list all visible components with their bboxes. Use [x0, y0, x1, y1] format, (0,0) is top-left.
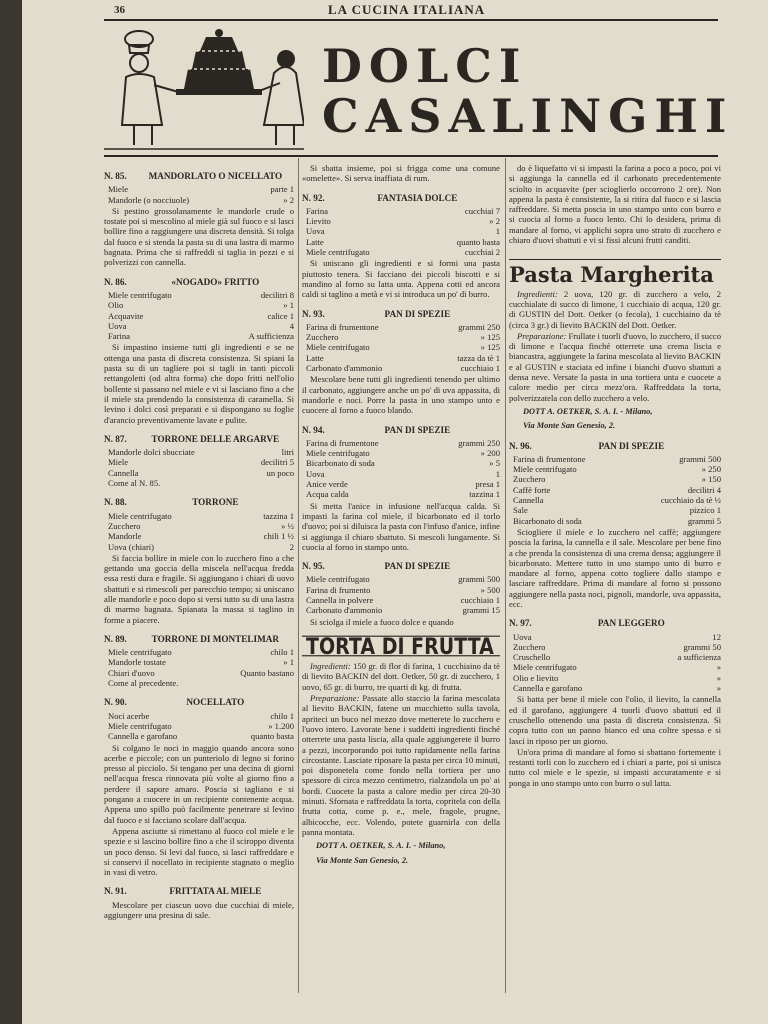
- ingredient-name: Bicarbonato di soda: [306, 458, 375, 469]
- ingredient-quantity: a sufficienza: [677, 652, 721, 663]
- recipe-text: Si sciolga il miele a fuoco dolce e quando: [310, 616, 454, 627]
- ingredient-quantity: tazzina 1: [469, 489, 500, 500]
- ingredient-quantity: » 250: [701, 464, 721, 475]
- ingredient-name: Chiari d'uovo: [108, 667, 155, 678]
- ingredient-quantity: A sufficienza: [248, 331, 294, 342]
- recipe-name: TORRONE DELLE ARGARVE: [151, 433, 280, 444]
- ingredient-quantity: » 2: [283, 194, 294, 205]
- ingredient-name: Cruschello: [513, 652, 551, 663]
- ingredient-quantity: decilitri 8: [260, 289, 294, 300]
- ingredient-name: Miele centrifugato: [306, 448, 370, 459]
- recipe-number: N. 85.: [104, 171, 127, 181]
- ingredient-row: [302, 458, 500, 468]
- ingredient-row: [509, 516, 721, 526]
- margherita-preparation: [509, 331, 721, 403]
- recipe: [104, 697, 294, 877]
- recipe-name: TORRONE: [192, 497, 239, 508]
- recipe-name: MANDORLATO O NICELLATO: [148, 171, 283, 181]
- ingredient-row: [104, 511, 294, 521]
- ingredient-quantity: un poco: [266, 467, 294, 478]
- ingredient-name: Cannella: [513, 495, 544, 506]
- ingredient-name: Olio e lievito: [513, 672, 559, 683]
- ingredient-row: [104, 468, 294, 478]
- ingredient-row: [509, 662, 721, 672]
- ingredient-name: Uova: [513, 631, 532, 642]
- ingredient-name: Farina di frumentone: [513, 453, 586, 464]
- recipe-number: N. 87.: [104, 433, 127, 444]
- ingredient-name: Lievito: [306, 216, 331, 227]
- ingredient-row: [302, 226, 500, 236]
- recipe-heading: [302, 193, 500, 203]
- ingredient-row: [302, 332, 500, 342]
- recipe-text: Sciogliere il miele e lo zucchero nel caffè; aggiungere poscia la farina, la cannella e il sale. Mescolare per bene fino a che prenda la consistenza di una crema densa; aggiungere il bicarbonato. Mettere tutto in uno stampo unto di burro e mandare al forno, appena cotto togliere dallo stampo e lasciare raffreddare. Prima di mandare al forno si possono aggiungere nella pasta noci, pignoli, mandorle, uva appassita, ecc.: [509, 526, 721, 609]
- ingredient-row: [509, 505, 721, 515]
- ingredient-name: Latte: [306, 352, 324, 363]
- recipe-name: «NOGADO» FRITTO: [171, 276, 260, 287]
- margherita-title: Pasta Margherita: [509, 259, 721, 282]
- ingredient-row: [509, 495, 721, 505]
- ingredient-quantity: quanto basta: [456, 236, 500, 247]
- ingredient-quantity: »: [716, 683, 721, 694]
- ingredient-row: [302, 353, 500, 363]
- torta-ingredients: [302, 661, 500, 692]
- ingredient-name: Miele centrifugato: [108, 289, 172, 300]
- ingredient-name: Mandorle tostate: [108, 657, 166, 668]
- column-2-recipes: [302, 163, 500, 627]
- ingredient-quantity: tazzina 1: [263, 510, 294, 521]
- ingredient-quantity: » 150: [701, 474, 721, 485]
- continued-text: do è liquefatto vi si impasti la farina a poco a poco, poi vi si aggiunga la cannella ed il carbonato precedentemente sciolto in acquavite (per scioglierlo occorrono 2 ore). Non appena la pasta è consistente, la si ritira dal fuoco e si lascia raffreddare. Si metta poscia in uno stampo unto con burro e si cuocia al forno a fuoco lento. Chi lo desidera, prima di mandare al forno, vi applichi sopra uno strato di zucchero e chiaro d'uovi sbattuti e vi si fissi alcuni frutti canditi.: [509, 163, 721, 246]
- ingredient-name: Zucchero: [306, 332, 339, 343]
- column-divider: [505, 158, 506, 993]
- ingredient-name: Carbonato d'ammonio: [306, 605, 383, 616]
- recipe: [104, 634, 294, 688]
- ingredient-name: Uova: [306, 226, 325, 237]
- ingredient-row: [104, 321, 294, 331]
- ingredient-name: Miele centrifugato: [306, 574, 370, 585]
- recipe-text: Appena asciutte si rimettano al fuoco col miele e le spezie e si lascino bollire fino a che il sciroppo diventa un poco denso. Si levi dal fuoco, si lasci raffreddare e si conservi il nocellato in recipiente stagnato o meglio in vasi di vetro.: [104, 825, 294, 878]
- ingredient-row: [302, 469, 500, 479]
- ingredient-quantity: chilo 1: [270, 647, 294, 658]
- ingredient-name: Mandorle (o nocciuole): [108, 194, 190, 205]
- recipe-text: Si faccia bollire in miele con lo zucchero fino a che gettando una goccia della miscela nell'acqua fredda essa resti dura e fragile. Si aggiungano i chiari di uovo sbattuti e si rimescoli per parecchio tempo; si uniscano alle mandorle e poco dopo si versi tutto su di una lastra di marmo bagnata. Spianata la massa si taglino in forme a piacere.: [104, 552, 294, 625]
- ingredient-name: Farina di frumentone: [306, 321, 379, 332]
- ingredient-quantity: presa 1: [475, 479, 500, 490]
- ingredient-row: [509, 652, 721, 662]
- ingredient-row: [302, 574, 500, 584]
- torta-preparation-label: Preparazione:: [310, 693, 360, 704]
- ingredient-name: Miele centrifugato: [108, 510, 172, 521]
- ingredient-name: Miele centrifugato: [513, 464, 577, 475]
- ingredient-quantity: decilitri 4: [687, 484, 721, 495]
- ingredient-row: [509, 464, 721, 474]
- running-header: [22, 2, 768, 18]
- recipe: [302, 309, 500, 416]
- banner-title-line2: CASALINGHI: [322, 89, 734, 143]
- ingredient-row: [104, 195, 294, 205]
- recipe-heading: [104, 277, 294, 287]
- recipe: [104, 886, 294, 920]
- ingredient-name: Caffè forte: [513, 484, 551, 495]
- ingredient-quantity: »: [716, 672, 721, 683]
- recipe-heading: [509, 618, 721, 628]
- ingredient-quantity: cucchiai 2: [464, 247, 500, 258]
- column-3: [509, 162, 721, 982]
- ingredient-quantity: grammi 15: [462, 605, 500, 616]
- ingredient-quantity: Quanto bastano: [240, 667, 294, 678]
- ingredient-name: Acquavite: [108, 310, 144, 321]
- ingredient-name: Latte: [306, 236, 324, 247]
- recipe: [509, 441, 721, 610]
- pasta-margherita-box: [509, 259, 721, 431]
- ingredient-row: [104, 731, 294, 741]
- ingredient-quantity: » 200: [480, 448, 500, 459]
- ingredient-name: Acqua calda: [306, 489, 349, 500]
- ingredient-quantity: » 500: [480, 584, 500, 595]
- recipe-name: FANTASIA DOLCE: [377, 192, 458, 203]
- ingredient-quantity: quanto basta: [250, 731, 294, 742]
- recipe-number: N. 86.: [104, 276, 127, 287]
- magazine-page: [22, 0, 768, 1024]
- torta-ingredients-label: Ingredienti:: [310, 661, 351, 672]
- ingredient-name: Cannella e garofano: [513, 683, 583, 694]
- recipe-heading: [104, 171, 294, 181]
- ingredient-row: [104, 678, 294, 688]
- ingredient-name: Miele centrifugato: [108, 647, 172, 658]
- ingredient-row: [302, 247, 500, 257]
- recipe-heading: [302, 309, 500, 319]
- ingredient-name: Uova: [108, 320, 127, 331]
- recipe-heading: [104, 886, 294, 896]
- ingredient-row: [104, 521, 294, 531]
- ingredient-name: Come al N. 85.: [108, 478, 161, 489]
- recipe: [104, 171, 294, 268]
- recipe-name: PAN DI SPEZIE: [384, 561, 451, 572]
- torta-preparation-text: Passate allo staccio la farina mescolata al lievito BACKIN, fatene un mucchietto sulla tavola, apriteci un buco nel mezzo dove metterete lo zucchero e l'uovo intero. Lavorate bene i suddetti ingredienti finché otterrete una pasta liscia, alla quale aggiungerete il burro a pezzi, incorporando poi tutto rapidamente nella farina circostante. Lasciate riposare la pasta per circa 10 minuti, poi disponetela come fondo nella tortiera per uno spessore di circa mezzo centimetro, rialzandola un po' ai bordi. Cuocete la pasta a calore medio per circa 20-30 minuti. Sfornata e raffreddata la torta, copritela con della frutta cotta, come p. e., mele, fragole, prugne, albicocche, ecc. Volendo, potete guarnirla con della panna montata.: [302, 693, 500, 837]
- recipe-heading: [104, 634, 294, 644]
- ingredient-quantity: grammi 50: [683, 641, 721, 652]
- recipe-text: Mescolare bene tutti gli ingredienti tenendo per ultimo il carbonato, aggiungere anche un po' di uva appassita, di mandorle e noci. Porre la pasta in uno stampo unto e cuocere al forno a fuoco blando.: [302, 374, 500, 416]
- ingredient-row: [104, 300, 294, 310]
- column-2: [302, 162, 500, 982]
- ingredient-row: [104, 478, 294, 488]
- ingredient-name: Miele: [108, 184, 129, 195]
- ingredient-name: Noci acerbe: [108, 710, 150, 721]
- ingredient-name: Anice verde: [306, 479, 348, 490]
- ingredient-name: Miele: [108, 457, 129, 468]
- ingredient-name: Sale: [513, 505, 528, 516]
- ingredient-quantity: cucchiai 7: [464, 205, 500, 216]
- ingredient-quantity: decilitri 5: [260, 457, 294, 468]
- torta-preparation: [302, 693, 500, 837]
- banner-rule: [104, 155, 718, 157]
- torta-address: Via Monte San Genesio, 2.: [316, 855, 409, 865]
- recipe-number: N. 97.: [509, 618, 532, 629]
- recipe-name: PAN LEGGERO: [597, 618, 665, 629]
- recipe-number: N. 95.: [302, 561, 325, 572]
- ingredient-quantity: » 1: [283, 300, 294, 311]
- ingredient-quantity: parte 1: [270, 184, 294, 195]
- recipe-name: TORRONE DI MONTELIMAR: [151, 633, 280, 644]
- ingredient-name: Olio: [108, 300, 124, 311]
- ingredient-name: Bicarbonato di soda: [513, 515, 582, 526]
- margherita-preparation-text: Frullate i tuorli d'uovo, lo zucchero, il succo di limone e l'acqua finché otterrete una crema liscia e biancastra, aggiungete la farina mescolata al lievito BACKIN e al GUSTIN e staciata ed infine i bianchi d'uovo sbattuti a densa neve. Versate la pasta in una tortiera unta e cuocete a calore medio per circa mezz'ora. Raffreddata la torta, polverizzatela con dello zucchero a velo.: [509, 330, 721, 403]
- margherita-ingredients: [509, 289, 721, 330]
- recipe-number: N. 92.: [302, 192, 325, 203]
- ingredient-name: Miele centrifugato: [306, 247, 370, 258]
- margherita-signature: DOTT A. OETKER, S. A. I. - Milano,: [523, 406, 653, 416]
- recipe-name: PAN DI SPEZIE: [598, 440, 665, 451]
- recipe-number: N. 90.: [104, 697, 127, 708]
- ingredient-quantity: 1: [495, 468, 500, 479]
- title-banner: [104, 25, 734, 153]
- ingredient-row: [104, 331, 294, 341]
- recipe-number: N. 89.: [104, 633, 127, 644]
- ingredient-name: Farina di frumentone: [306, 437, 379, 448]
- recipe: [302, 163, 500, 184]
- ingredient-quantity: grammi 250: [458, 437, 500, 448]
- ingredient-name: Zucchero: [108, 520, 141, 531]
- recipe-name: FRITTATA AL MIELE: [169, 886, 262, 897]
- ingredient-name: Cannella in polvere: [306, 594, 374, 605]
- recipe-text: Si pestino grossolanamente le mandorle crude o tostate poi si mescolino al miele già sul fuoco e si lasci bollire fino a raggiungere una discreta densità. Si tolga dal fuoco e si stenda la pasta su di una lastra di marmo bagnata. Prima che si raffreddi si taglia in pezzi e si polverizzi con cannella.: [104, 205, 294, 268]
- ingredient-row: [302, 363, 500, 373]
- ingredient-quantity: » 125: [480, 342, 500, 353]
- ingredient-quantity: grammi 5: [687, 515, 721, 526]
- ingredient-row: [104, 668, 294, 678]
- recipe-heading: [302, 425, 500, 435]
- torta-title: TORTA DI FRUTTA: [302, 636, 500, 657]
- ingredient-row: [509, 673, 721, 683]
- ingredient-quantity: litri: [281, 447, 294, 458]
- ingredient-row: [104, 184, 294, 194]
- recipe-heading: [509, 441, 721, 451]
- ingredient-quantity: » 2: [489, 216, 500, 227]
- ingredient-row: [302, 585, 500, 595]
- ingredient-row: [302, 438, 500, 448]
- ingredient-quantity: 4: [289, 320, 294, 331]
- ingredient-name: Miele centrifugato: [306, 342, 370, 353]
- recipe: [302, 425, 500, 553]
- column-3-recipes: [509, 441, 721, 789]
- ingredient-quantity: cucchiaio 1: [460, 594, 500, 605]
- ingredient-quantity: grammi 500: [679, 453, 721, 464]
- ingredient-quantity: » 5: [489, 458, 500, 469]
- ingredient-name: Farina: [306, 205, 328, 216]
- ingredient-quantity: cucchiaio 1: [460, 363, 500, 374]
- ingredient-row: [104, 721, 294, 731]
- recipe-text: Mescolare per ciascun uovo due cucchiai di miele, aggiungere una presina di sale.: [104, 899, 294, 920]
- torta-signature: DOTT A. OETKER, S. A. I. - Milano,: [316, 841, 446, 851]
- ingredient-name: Zucchero: [513, 641, 546, 652]
- recipe: [509, 618, 721, 788]
- ingredient-row: [302, 448, 500, 458]
- ingredient-row: [104, 657, 294, 667]
- ingredient-quantity: chili 1 ½: [263, 531, 294, 542]
- ingredient-row: [509, 454, 721, 464]
- ingredient-quantity: pizzico 1: [689, 505, 721, 516]
- ingredient-quantity: »: [716, 662, 721, 673]
- margherita-address: Via Monte San Genesio, 2.: [523, 421, 616, 431]
- ingredient-row: [302, 595, 500, 605]
- recipe-heading: [302, 561, 500, 571]
- ingredient-quantity: tazza da tè 1: [457, 352, 500, 363]
- ingredient-quantity: 1: [495, 226, 500, 237]
- recipe-text: Si colgano le noci in maggio quando ancora sono acerbe e piccole; con un punteriolo di legno si forino presso al picciolo. Si tengano per una decina di giorni nell'acqua fresca rinnovata più volte al giorno fino a perdere il sapore amaro. Poscia si tagliano e si pongano a cuocere in un recipiente contenente acqua. Appena uno spillo può facilmente penetrare si levino dal fuoco e si facciano scolare dall'acqua.: [104, 742, 294, 825]
- recipe-text: Si impastino insieme tutti gli ingredienti e se ne ottenga una pasta di discreta consistenza. Si spiani la pasta su di un tagliere poi si tagli in tanti piccoli rettangoletti (od altra forma) che dopo fritti nell'olio bollente si passano nel miele e vi si lasciano fino a che il miele sta prendendo la consistenza di caramella. Si levino i dolci così preparati e si dispongano su foglie d'arancio preventivamente lavate e pulite.: [104, 342, 294, 425]
- ingredient-quantity: » ½: [281, 520, 294, 531]
- ingredient-quantity: » 1: [283, 657, 294, 668]
- recipe-heading: [104, 497, 294, 507]
- ingredient-quantity: calice 1: [267, 310, 294, 321]
- ingredient-quantity: 12: [712, 631, 721, 642]
- recipe-text: Si uniscano gli ingredienti e si formi una pasta piuttosto tenera. Si facciano dei piccoli biscotti e si mandino al forno su latta unta. Appena cotti ed ancora caldi si taglino a metà e vi si introduca un po' di burro.: [302, 258, 500, 300]
- recipe-number: N. 88.: [104, 497, 127, 508]
- ingredient-row: [104, 647, 294, 657]
- torta-di-frutta-box: [302, 634, 500, 866]
- recipe: [302, 561, 500, 627]
- column-1: [104, 162, 294, 982]
- margherita-ingredients-text: 2 uova, 120 gr. di zucchero a velo, 2 cucchialate di succo di limone, 1 cucchiaio di acqua, 120 gr. di GUSTIN del Dott. Oetker (o fecola), 1 cucchiaino da tè (circa 3 gr.) di lievito BACKIN del Dott. Oetker.: [509, 288, 721, 330]
- ingredient-row: [104, 447, 294, 457]
- ingredient-name: Mandorle: [108, 531, 142, 542]
- ingredient-name: Miele centrifugato: [513, 662, 577, 673]
- ingredient-quantity: cucchiaio da tè ½: [660, 495, 721, 506]
- header-rule: [104, 19, 718, 21]
- chef-with-cake-illustration: [104, 27, 304, 152]
- ingredient-row: [302, 605, 500, 615]
- ingredient-row: [302, 489, 500, 499]
- ingredient-name: Uova: [306, 468, 325, 479]
- ingredient-quantity: » 1.200: [268, 720, 294, 731]
- ingredient-name: Mandorle dolci sbucciate: [108, 447, 195, 458]
- ingredient-row: [509, 683, 721, 693]
- ingredient-quantity: grammi 250: [458, 321, 500, 332]
- ingredient-row: [302, 479, 500, 489]
- margherita-preparation-label: Preparazione:: [517, 330, 567, 341]
- recipe: [104, 434, 294, 488]
- ingredient-row: [509, 642, 721, 652]
- ingredient-name: Uova (chiari): [108, 541, 155, 552]
- ingredient-row: [104, 311, 294, 321]
- magazine-name: LA CUCINA ITALIANA: [328, 2, 486, 17]
- ingredient-name: Come al precedente.: [108, 678, 179, 689]
- ingredient-row: [302, 206, 500, 216]
- column-divider: [298, 158, 299, 993]
- recipe-text: Si batta per bene il miele con l'olio, il lievito, la cannella ed il garofano, aggiungere 4 tuorli d'uovo sbattuti ed il cruschello ottenendo una pasta di discreta consistenza. Si copra tutto con un panno bianco ed una coltre spessa e si lasci in riposo per un giorno.: [509, 694, 721, 746]
- banner-title-line1: DOLCI: [322, 39, 528, 93]
- ingredient-row: [509, 485, 721, 495]
- ingredient-row: [302, 342, 500, 352]
- ingredient-quantity: » 125: [480, 332, 500, 343]
- ingredient-row: [104, 542, 294, 552]
- recipe-heading: [104, 697, 294, 707]
- recipe-number: N. 94.: [302, 424, 325, 435]
- ingredient-quantity: 2: [289, 541, 294, 552]
- recipe: [104, 497, 294, 625]
- recipe-text: Un'ora prima di mandare al forno si sbattano fortemente i restanti torli con lo zucchero ed i chiari a parte, poi si unisca tutto col miele e le spezie, si impasti accuratamente e si ponga in uno stampo unto con burro o sul latta.: [509, 746, 721, 788]
- torta-ingredients-text: 150 gr. di flor di farina, 1 cucchiaino da tè di lievito BACKIN del dott. Oetker, 50 gr. di zucchero, 1 uovo, 65 gr. di burro, tre quarti di kg. di frutta.: [302, 661, 500, 692]
- margherita-ingredients-label: Ingredienti:: [517, 288, 558, 299]
- recipe-name: PAN DI SPEZIE: [384, 308, 451, 319]
- ingredient-name: Farina: [108, 331, 130, 342]
- ingredient-row: [509, 632, 721, 642]
- recipe: [104, 277, 294, 425]
- ingredient-quantity: chilo 1: [270, 710, 294, 721]
- ingredient-name: Zucchero: [513, 474, 546, 485]
- ingredient-row: [104, 290, 294, 300]
- recipe: [302, 193, 500, 300]
- ingredient-row: [302, 216, 500, 226]
- ingredient-row: [104, 457, 294, 467]
- recipe-name: NOCELLATO: [186, 697, 245, 708]
- recipe-name: PAN DI SPEZIE: [384, 424, 451, 435]
- recipe-number: N. 96.: [509, 440, 532, 451]
- ingredient-name: Cannella e garofano: [108, 731, 178, 742]
- ingredient-row: [509, 474, 721, 484]
- page-number: 36: [114, 4, 125, 16]
- ingredient-name: Carbonato d'ammonio: [306, 363, 383, 374]
- recipe-number: N. 93.: [302, 308, 325, 319]
- ingredient-name: Cannella: [108, 467, 139, 478]
- recipe-text: Si sbatta insieme, poi si frigga come una comune «omelette». Si serva inaffiata di rum.: [302, 163, 500, 184]
- ingredient-name: Miele centrifugato: [108, 720, 172, 731]
- ingredient-row: [302, 322, 500, 332]
- recipe-text: Si metta l'anice in infusione nell'acqua calda. Si impasti la farina col miele, il bicarbonato ed il torlo d'uovo; poi si diluisca la pasta con l'infuso d'anice, infine si aggiunga il chiaro sbattuto. Si mescoli lungamente. Si cuocia al forno in stampo unto.: [302, 500, 500, 552]
- recipe-number: N. 91.: [104, 886, 127, 897]
- ingredient-row: [302, 237, 500, 247]
- ingredient-quantity: grammi 500: [458, 574, 500, 585]
- recipe-heading: [104, 434, 294, 444]
- ingredient-row: [104, 531, 294, 541]
- ingredient-row: [104, 711, 294, 721]
- ingredient-name: Farina di frumento: [306, 584, 371, 595]
